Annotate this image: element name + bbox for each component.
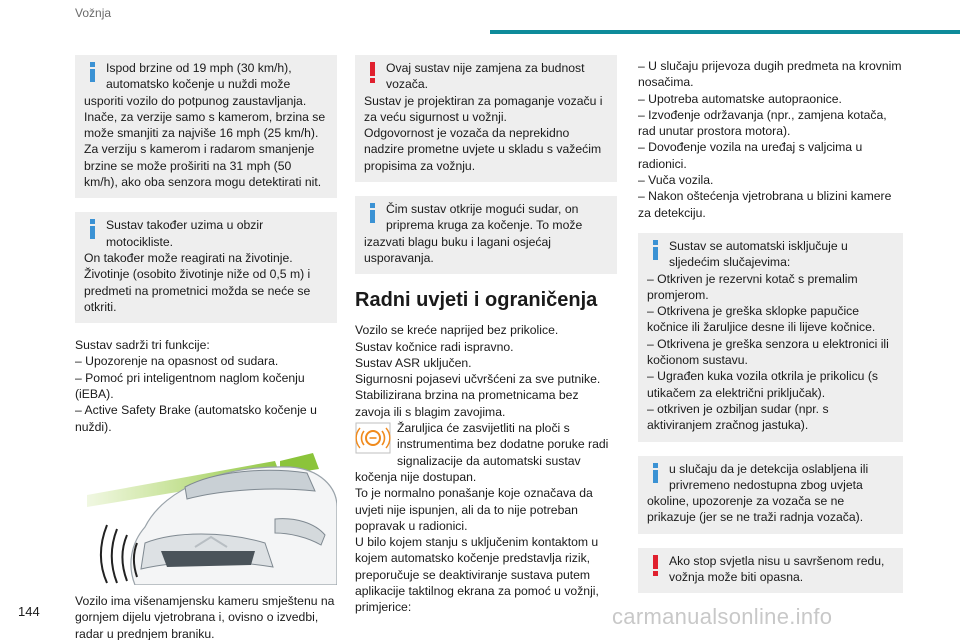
info-box-head: Čim sustav otkrije mogući sudar, on priprema kruga za kočenje. To može — [386, 202, 583, 233]
warning-box-line: Odgovornost je vozača da neprekidno nadzire prometne uvjete u skladu s važećim propisima za vožnju. — [364, 126, 602, 173]
info-box-line: – Otkrivena je greška sklopke papučice kočnice ili žaruljice desne ili lijeve kočnice. — [647, 304, 876, 335]
info-box-detection — [638, 456, 903, 534]
info-box-head: u slučaju da je detekcija oslabljena ili privremeno nedostupna zbog uvjeta — [669, 461, 869, 492]
info-box-line: Životinje (osobito životinje niže od 0,5 m) i predmeti na prometnici možda se neće se otkriti. — [84, 267, 311, 314]
lamp-paragraph — [355, 420, 617, 485]
section-heading: Radni uvjeti i ograničenja — [355, 289, 598, 312]
info-box-braking — [75, 55, 337, 198]
conditions-list — [355, 322, 617, 420]
warning-icon — [651, 555, 659, 576]
info-box-motorcyclists — [75, 212, 337, 323]
info-box-line: izazvati blagu buku i lagani osjećaj usporavanja. — [364, 234, 551, 265]
info-box-line: okoline, upozorenje za vozača se ne prikazuje (jer se ne traži radnja vozača). — [647, 494, 864, 525]
column-3 — [638, 58, 903, 607]
function-item: – Active Safety Brake (automatsko kočenje u nuždi). — [75, 403, 317, 434]
column-1 — [75, 55, 337, 640]
info-box-line: Za verziju s kamerom i radarom smanjenje brzine se može proširiti na 31 mph (50 km/h), ako oba senzora mogu detektirati nit. — [84, 142, 322, 190]
car-camera-illustration — [75, 447, 337, 585]
info-box-line: – Ugrađen kuka vozila otkrila je prikolicu (s utikačem za električni priključak). — [647, 369, 878, 400]
warning-box-line: Sustav je projektiran za pomaganje vozaču i za veću sigurnost u vožnji. — [364, 93, 603, 124]
page-number: 144 — [18, 604, 40, 619]
info-box-collision — [355, 196, 617, 274]
condition-item: Stabilizirana brzina na prometnicama bez zavoja ili s blagim zavojima. — [355, 388, 579, 419]
info-box-head: Sustav također uzima u obzir motocikliste. — [106, 218, 264, 249]
camera-caption: Vozilo ima višenamjensku kameru smještenu na gornjem dijelu vjetrobrana i, ovisno o izvedbi, radar u prednjem braniku. — [75, 593, 335, 640]
warning-box-vigilance — [355, 55, 617, 182]
info-icon — [368, 203, 376, 223]
info-box-auto-off — [638, 233, 903, 442]
condition-item: Vozilo se kreće naprijed bez prikolice. — [355, 323, 559, 338]
case-item: – Dovođenje vozila na uređaj s valjcima u radionici. — [638, 140, 863, 171]
warning-box-stop-lights — [638, 548, 903, 594]
header-accent-bar — [490, 30, 960, 34]
lamp-text: Žaruljica će zasvijetliti na ploči s instrumentima bez dodatne poruke radi signalizacije da automatski sustav kočenja nije dostupan. — [355, 421, 609, 484]
function-item: – Pomoć pri inteligentnom naglom kočenju (iEBA). — [75, 370, 305, 402]
car-with-radar-icon — [75, 447, 337, 585]
functions-list — [75, 337, 337, 435]
warning-box-head: Ovaj sustav nije zamjena za budnost vozača. — [386, 61, 585, 92]
section-title: Vožnja — [75, 6, 112, 20]
info-box-line: On također može reagirati na životinje. — [84, 250, 293, 265]
info-icon — [88, 219, 96, 239]
info-box-line: – Otkrivena je greška senzora u elektronici ili kočionom sustavu. — [647, 336, 889, 368]
case-item: – Vuča vozila. — [638, 173, 714, 188]
info-icon — [88, 62, 96, 82]
function-item: – Upozorenje na opasnost od sudara. — [75, 354, 279, 369]
watermark: carmanualsonline.info — [612, 604, 833, 629]
functions-intro: Sustav sadrži tri funkcije: — [75, 338, 210, 353]
warning-box-head: Ako stop svjetla nisu u savršenom redu, vožnja može biti opasna. — [669, 553, 885, 585]
info-box-head: Sustav se automatski isključuje u sljedećim slučajevima: — [669, 238, 848, 270]
condition-item: Sigurnosni pojasevi učvršćeni za sve putnike. — [355, 372, 601, 387]
warning-icon — [368, 62, 376, 83]
deactivation-text: U bilo kojem stanju s uključenim kontaktom u kojem automatsko kočenje predstavlja rizik, preporučuje se deaktiviranje sustava putem aplikacije taktilnog ekrana za pomoć u vožnji, primjerice: — [355, 535, 599, 615]
info-box-line: Inače, za verzije samo s kamerom, brzina se može smanjiti za najviše 16 mph (25 km/h). — [84, 109, 326, 141]
condition-item: Sustav kočnice radi ispravno. — [355, 339, 514, 354]
automatic-braking-warning-lamp-icon — [355, 422, 391, 454]
info-box-head: Ispod brzine od 19 mph (30 km/h), automatsko kočenje u nuždi može — [106, 61, 292, 92]
case-item: – Izvođenje održavanja (npr., zamjena kotača, rad unutar prostora motora). — [638, 107, 887, 139]
info-icon — [651, 463, 659, 483]
case-item: – Nakon oštećenja vjetrobrana u blizini kamere za detekciju. — [638, 189, 892, 220]
case-item: – Upotreba automatske autopraonice. — [638, 91, 842, 106]
info-icon — [651, 240, 659, 260]
info-box-line: – Otkriven je rezervni kotač s premalim promjerom. — [647, 271, 858, 302]
condition-item: Sustav ASR uključen. — [355, 355, 472, 370]
case-item: – U slučaju prijevoza dugih predmeta na krovnim nosačima. — [638, 59, 902, 90]
normal-behaviour-text: To je normalno ponašanje koje označava da uvjeti nije ispunjen, ali da to nije potreban popravak u radionici. — [355, 486, 593, 533]
column-2 — [355, 55, 617, 616]
info-box-line: usporiti vozilo do potpunog zaustavljanja. — [84, 93, 307, 108]
deactivation-cases-list — [638, 58, 903, 221]
info-box-line: – otkriven je ozbiljan sudar (npr. s aktiviranjem zračnog jastuka). — [647, 401, 829, 433]
